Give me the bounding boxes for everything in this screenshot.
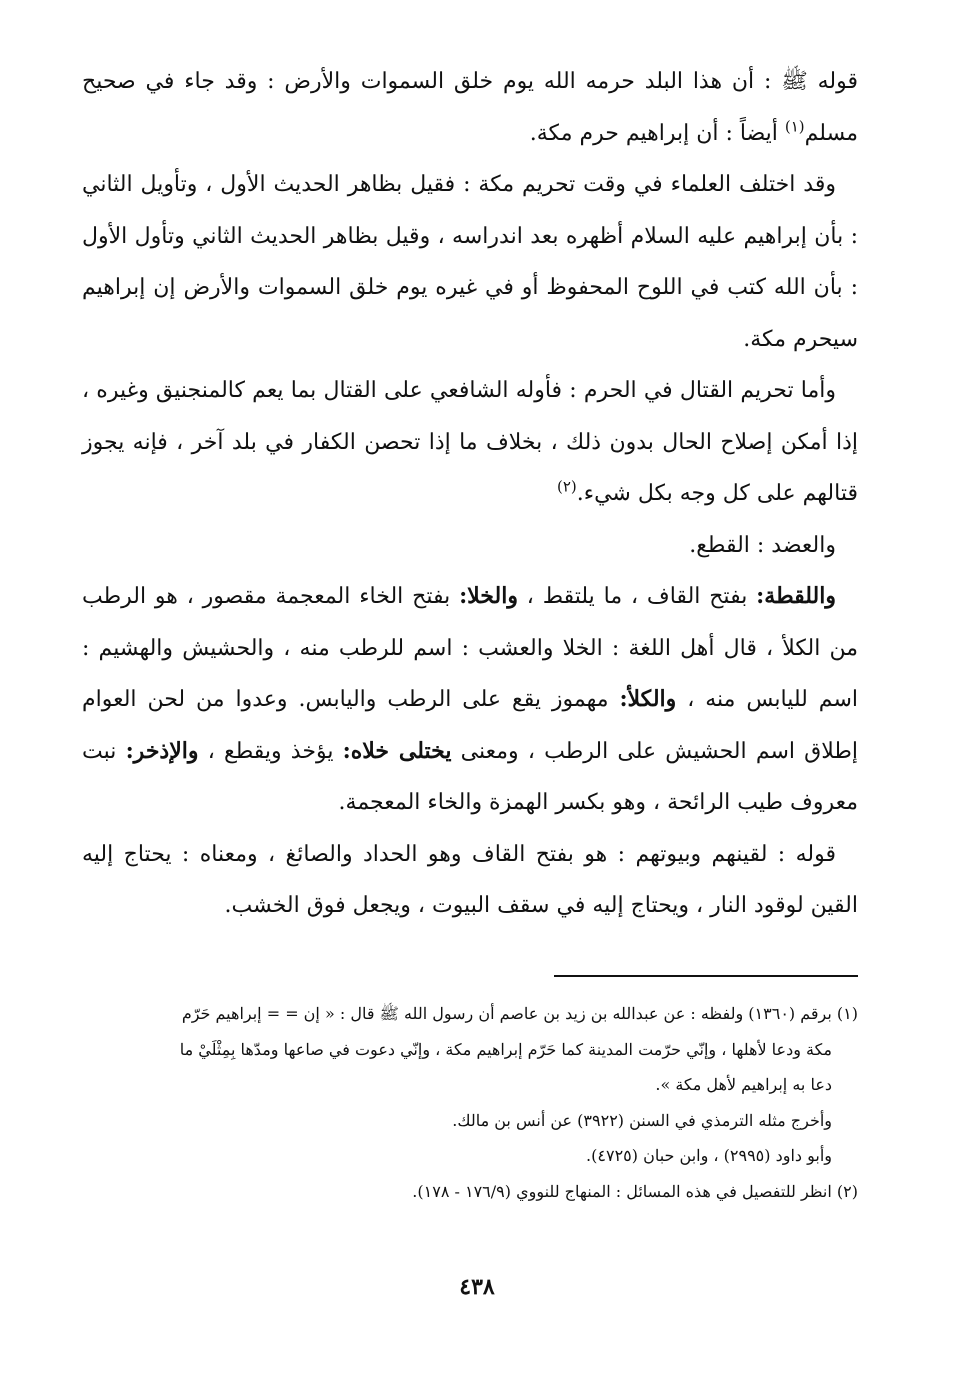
term-idhkhir: والإذخر:	[125, 737, 199, 764]
footnote-1-line-4: وأخرج مثله الترمذي في السنن (٣٩٢٢) عن أنس بن مالك.	[452, 1110, 832, 1130]
footnote-1-line-2: مكة ودعا لأهلها ، وإنّي حرّمت المدينة كما حَرّم إبراهيم مكة ، وإنّي دعوت في صاعها ومدّها بِمِثْلَيْ ما	[179, 1039, 832, 1059]
footnote-reference-1[interactable]: (١)	[784, 117, 805, 136]
page-number: ٤٣٨	[459, 1274, 495, 1300]
footnote-1-line-3: دعا به إبراهيم لأهل مكة ».	[655, 1075, 832, 1094]
footnote-1-line-5: وأبو داود (٢٩٩٥) ، وابن حبان (٤٧٢٥).	[586, 1146, 832, 1165]
footnote-2: (٢) انظر للتفصيل في هذه المسائل : المنهاج للنووي (١٧٦/٩ - ١٧٨).	[412, 1181, 858, 1201]
term-kala: والكلأ:	[619, 686, 677, 712]
paragraph-5: واللقطة: بفتح القاف ، ما يلتقط ، والخلا: بفتح الخاء المعجمة مقصور ، هو الرطب من الكلأ ، قال أهل اللغة : الخلا والعشب : اسم للرطب منه ، والحشيش والهشيم : اسم لليابس منه ، والكلأ: مهموز يقع على الرطب واليابس. وعدوا من لحن العوام إطلاق اسم الحشيش على الرطب ، ومعنى يختلى خلاه: يؤخذ ويقطع ، والإذخر: نبت معروف طيب الرائحة ، وهو بكسر الهمزة والخاء المعجمة.	[82, 583, 859, 815]
term-khala: والخلا:	[459, 583, 518, 609]
footnote-1-line-1: (١) برقم (١٣٦٠) ولفظه : عن عبدالله بن زيد بن عاصم أن رسول الله ﷺ قال : « إن = = إبراهيم حَرّم	[181, 1004, 858, 1023]
paragraph-2: وقد اختلف العلماء في وقت تحريم مكة : فقيل بظاهر الحديث الأول ، وتأويل الثاني : بأن إبراهيم عليه السلام أظهره بعد اندراسه ، وقيل بظاهر الحديث الثاني وتأول الأول : بأن الله كتب في اللوح المحفوظ أو في غيره يوم خلق السموات والأرض إن إبراهيم سيحرم مكة.	[82, 172, 858, 352]
paragraph-4: والعضد : القطع.	[689, 532, 836, 558]
paragraph-3: وأما تحريم القتال في الحرم : فأوله الشافعي على القتال بما يعم كالمنجنيق وغيره ، إذا أمكن إصلاح الحال بدون ذلك ، بخلاف ما إذا تحصن الكفار في بلد آخر ، فإنه يجوز قتالهم على كل وجه بكل شيء.$^{(٢)}$	[82, 378, 858, 506]
main-text	[82, 56, 858, 932]
footnotes	[82, 996, 858, 1209]
paragraph-1: قوله ﷺ : أن هذا البلد حرمه الله يوم خلق السموات والأرض : وقد جاء في صحيح مسلم$^{(١)}$ أيضاً : أن إبراهيم حرم مكة.	[82, 69, 858, 146]
footnote-reference-2[interactable]: (٢)	[556, 477, 577, 496]
term-luqata: واللقطة:	[756, 583, 836, 609]
paragraph-6: قوله : لقينهم وبيوتهم : هو بفتح القاف وهو الحداد والصائغ ، ومعناه : يحتاج إليه القين لوقود النار ، ويحتاج إليه في سقف البيوت ، ويجعل فوق الخشب.	[82, 841, 858, 918]
footnote-divider	[554, 975, 858, 977]
term-yukhtala: يختلى خلاه:	[342, 737, 452, 764]
